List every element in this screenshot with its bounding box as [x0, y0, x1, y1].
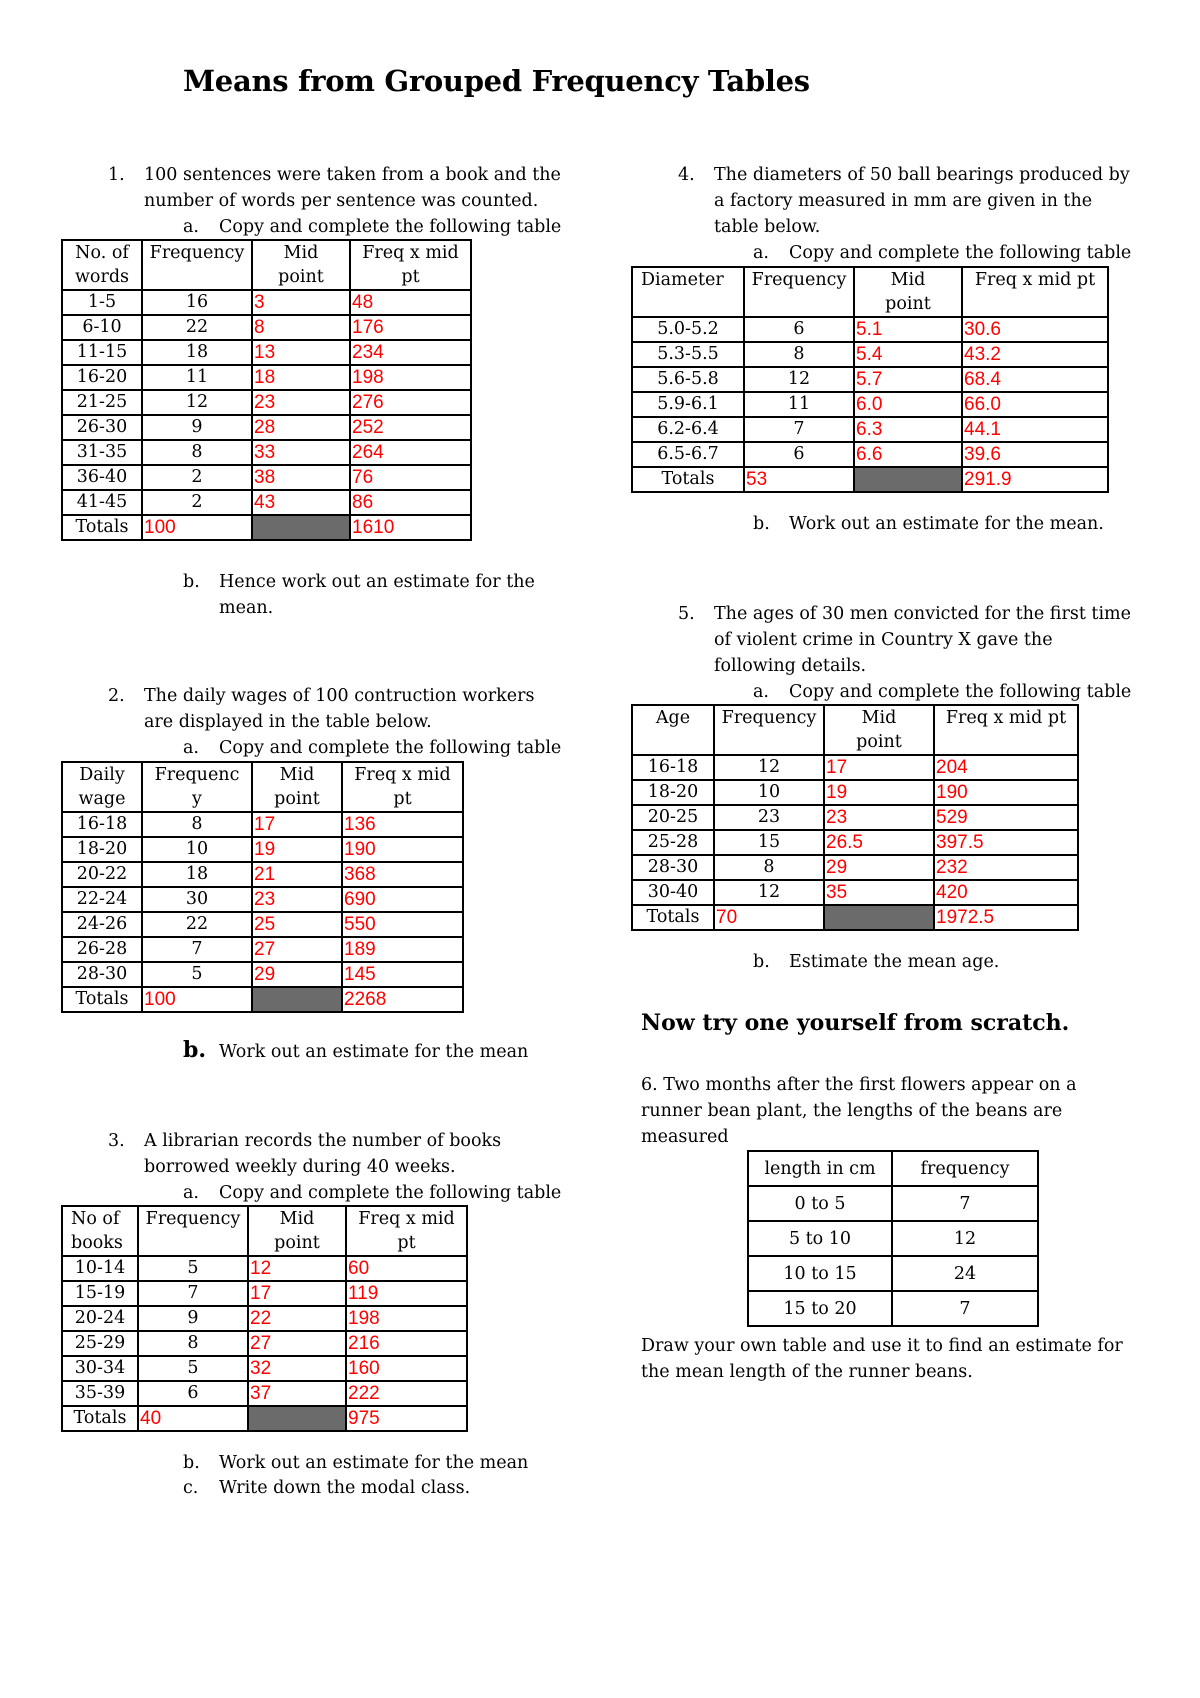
table-row: [632, 317, 1108, 342]
table-cell: 86: [350, 490, 471, 515]
table-cell: 15-19: [62, 1281, 138, 1306]
header-cell: No of books: [62, 1206, 138, 1256]
table-cell: 28-30: [632, 855, 714, 880]
table-row: [62, 415, 471, 440]
table-row: [62, 340, 471, 365]
question-number: 3.: [108, 1131, 125, 1151]
table-row: [632, 830, 1078, 855]
table-cell: 8: [744, 342, 854, 367]
totals-row: Totals 100 2268: [62, 987, 463, 1012]
table-cell: 232: [934, 855, 1078, 880]
table-cell: 12: [248, 1256, 346, 1281]
table-row: [748, 1221, 1038, 1256]
part-b: [753, 950, 999, 975]
table-cell: 145: [342, 962, 463, 987]
question-text-line: borrowed weekly during 40 weeks.: [144, 1157, 456, 1177]
header-cell: Frequency: [714, 705, 824, 755]
table-cell: 11-15: [62, 340, 142, 365]
table-row: [632, 342, 1108, 367]
table-cell: 6.3: [854, 417, 962, 442]
table-cell: 17: [252, 812, 342, 837]
table-header-row: [62, 1206, 467, 1256]
part-text: Work out an estimate for the mean.: [789, 514, 1104, 534]
question-text-line: The daily wages of 100 contruction workers: [144, 686, 535, 706]
table-cell: 24: [892, 1256, 1038, 1291]
table-cell: 5: [138, 1356, 248, 1381]
table-cell: 7: [892, 1186, 1038, 1221]
table-cell: 204: [934, 755, 1078, 780]
part-label: a.: [753, 682, 769, 702]
table-cell: 35-39: [62, 1381, 138, 1406]
table-cell: 28-30: [62, 962, 142, 987]
table-cell: 15 to 20: [748, 1291, 892, 1326]
table-cell: 18: [142, 862, 252, 887]
table-row: [632, 855, 1078, 880]
table-row: [632, 880, 1078, 905]
table-cell: 39.6: [962, 442, 1108, 467]
question-5: [678, 601, 1198, 679]
totals-row: Totals 70 1972.5: [632, 905, 1078, 930]
table-cell: 10-14: [62, 1256, 138, 1281]
part-label: a.: [183, 217, 199, 237]
question-text-line: The ages of 30 men convicted for the first time: [714, 604, 1131, 624]
table-cell: 6: [744, 442, 854, 467]
table-cell: 5.6-5.8: [632, 367, 744, 392]
table-cell: 190: [934, 780, 1078, 805]
table-cell: 26-30: [62, 415, 142, 440]
table-cell: 20-22: [62, 862, 142, 887]
header-cell: length in cm: [748, 1151, 892, 1186]
table-row: [62, 1281, 467, 1306]
table-header-row: [62, 240, 471, 290]
table-row: [632, 367, 1108, 392]
table-cell: 26.5: [824, 830, 934, 855]
table-cell: 66.0: [962, 392, 1108, 417]
frequency-table-4: [631, 266, 1109, 493]
header-cell: Mid point: [824, 705, 934, 755]
table-cell: 22-24: [62, 887, 142, 912]
table-cell: 31-35: [62, 440, 142, 465]
part-a: [183, 215, 561, 240]
table-cell: 1-5: [62, 290, 142, 315]
table-row: [62, 1356, 467, 1381]
question-number: 5.: [678, 604, 695, 624]
part-label: a.: [183, 1183, 199, 1203]
question-text-line: are displayed in the table below.: [144, 712, 432, 732]
table-cell: 29: [824, 855, 934, 880]
table-cell: 6.6: [854, 442, 962, 467]
part-a: [183, 736, 561, 761]
table-cell: 6.2-6.4: [632, 417, 744, 442]
table-cell: 10: [142, 837, 252, 862]
table-cell: 29: [252, 962, 342, 987]
table-row: [748, 1186, 1038, 1221]
part-label: b.: [183, 572, 200, 592]
table-cell: 5.4: [854, 342, 962, 367]
part-text: Write down the modal class.: [219, 1478, 471, 1498]
part-label: c.: [183, 1478, 199, 1498]
part-text: Work out an estimate for the mean: [219, 1042, 529, 1062]
part-b: [753, 512, 1104, 537]
header-cell: Freq x mid pt: [342, 762, 463, 812]
totals-row: Totals 40 975: [62, 1406, 467, 1431]
table-row: [632, 442, 1108, 467]
table-cell: 13: [252, 340, 350, 365]
table-cell: 5 to 10: [748, 1221, 892, 1256]
table-cell: 25-28: [632, 830, 714, 855]
table-cell: 23: [252, 887, 342, 912]
header-cell: No. of words: [62, 240, 142, 290]
part-a: [753, 241, 1131, 266]
table-cell: 24-26: [62, 912, 142, 937]
table-cell: 6.0: [854, 392, 962, 417]
table-cell: 690: [342, 887, 463, 912]
part-text: Work out an estimate for the mean: [219, 1453, 529, 1473]
part-text: mean.: [219, 598, 274, 618]
table-row: [62, 365, 471, 390]
question-text-line: following details.: [714, 656, 867, 676]
table-row: [632, 755, 1078, 780]
table-cell: 36-40: [62, 465, 142, 490]
table-row: [62, 390, 471, 415]
frequency-table-6: [747, 1150, 1039, 1327]
table-cell: 22: [142, 912, 252, 937]
header-cell: Freq x mid pt: [962, 267, 1108, 317]
header-cell: Mid point: [252, 762, 342, 812]
table-cell: 8: [138, 1331, 248, 1356]
table-cell: 30.6: [962, 317, 1108, 342]
table-row: [62, 862, 463, 887]
table-cell: 189: [342, 937, 463, 962]
table-row: [62, 315, 471, 340]
table-row: [62, 440, 471, 465]
question-6-intro: 6. Two months after the first flowers appear on a runner bean plant, the lengths of the beans are measured: [641, 1075, 1077, 1147]
part-text: Copy and complete the following table: [219, 217, 562, 237]
table-cell: 10 to 15: [748, 1256, 892, 1291]
table-cell: 198: [346, 1306, 467, 1331]
table-row: [62, 812, 463, 837]
table-cell: 18: [252, 365, 350, 390]
table-row: [62, 1381, 467, 1406]
table-cell: 7: [892, 1291, 1038, 1326]
question-text-line: The diameters of 50 ball bearings produced by: [714, 165, 1130, 185]
table-cell: 76: [350, 465, 471, 490]
header-cell: Frequenc y: [142, 762, 252, 812]
question-text-line: of violent crime in Country X gave the: [714, 630, 1053, 650]
table-cell: 20-25: [632, 805, 714, 830]
question-text-line: number of words per sentence was counted.: [144, 191, 539, 211]
table-row: [62, 1331, 467, 1356]
table-cell: 15: [714, 830, 824, 855]
table-cell: 12: [892, 1221, 1038, 1256]
table-cell: 2: [142, 465, 252, 490]
table-cell: 44.1: [962, 417, 1108, 442]
table-cell: 12: [744, 367, 854, 392]
table-cell: 5.1: [854, 317, 962, 342]
table-cell: 17: [248, 1281, 346, 1306]
question-text-line: a factory measured in mm are given in the: [714, 191, 1093, 211]
table-cell: 7: [138, 1281, 248, 1306]
header-cell: Mid point: [252, 240, 350, 290]
table-cell: 5.7: [854, 367, 962, 392]
table-cell: 216: [346, 1331, 467, 1356]
table-cell: 8: [142, 440, 252, 465]
header-cell: Freq x mid pt: [346, 1206, 467, 1256]
table-row: [748, 1256, 1038, 1291]
table-row: [62, 887, 463, 912]
table-cell: 397.5: [934, 830, 1078, 855]
frequency-table-2: [61, 761, 464, 1013]
table-cell: 38: [252, 465, 350, 490]
table-cell: 37: [248, 1381, 346, 1406]
table-cell: 176: [350, 315, 471, 340]
table-cell: 550: [342, 912, 463, 937]
totals-row: Totals 53 291.9: [632, 467, 1108, 492]
table-row: [62, 465, 471, 490]
table-cell: 16-18: [632, 755, 714, 780]
table-cell: 264: [350, 440, 471, 465]
table-row: [632, 417, 1108, 442]
table-cell: 16: [142, 290, 252, 315]
table-cell: 368: [342, 862, 463, 887]
table-cell: 252: [350, 415, 471, 440]
table-cell: 6: [138, 1381, 248, 1406]
header-cell: Frequency: [744, 267, 854, 317]
table-cell: 43.2: [962, 342, 1108, 367]
header-cell: Freq x mid pt: [350, 240, 471, 290]
question-2: [108, 683, 628, 735]
table-cell: 11: [142, 365, 252, 390]
table-cell: 276: [350, 390, 471, 415]
table-cell: 22: [248, 1306, 346, 1331]
frequency-table-3: [61, 1205, 468, 1432]
part-label: b.: [753, 514, 770, 534]
part-label: b.: [183, 1037, 207, 1063]
table-cell: 43: [252, 490, 350, 515]
part-text: Copy and complete the following table: [219, 1183, 562, 1203]
table-cell: 0 to 5: [748, 1186, 892, 1221]
part-text: Copy and complete the following table: [219, 738, 562, 758]
table-cell: 8: [142, 812, 252, 837]
table-cell: 9: [142, 415, 252, 440]
table-cell: 2: [142, 490, 252, 515]
table-cell: 23: [824, 805, 934, 830]
header-cell: Frequency: [138, 1206, 248, 1256]
table-cell: 16-18: [62, 812, 142, 837]
table-cell: 16-20: [62, 365, 142, 390]
totals-row: Totals 100 1610: [62, 515, 471, 540]
table-cell: 17: [824, 755, 934, 780]
header-cell: Age: [632, 705, 714, 755]
header-cell: Mid point: [248, 1206, 346, 1256]
table-cell: 136: [342, 812, 463, 837]
table-cell: 23: [714, 805, 824, 830]
table-row: [62, 837, 463, 862]
header-cell: Freq x mid pt: [934, 705, 1078, 755]
part-b: [183, 569, 535, 621]
part-b-c: [183, 1451, 528, 1501]
table-cell: 5.9-6.1: [632, 392, 744, 417]
table-cell: 22: [142, 315, 252, 340]
table-cell: 33: [252, 440, 350, 465]
table-row: [632, 780, 1078, 805]
table-row: [632, 392, 1108, 417]
question-1: [108, 162, 628, 214]
part-text: Copy and complete the following table: [789, 682, 1132, 702]
table-cell: 60: [346, 1256, 467, 1281]
table-row: [62, 912, 463, 937]
table-cell: 7: [744, 417, 854, 442]
part-a: [183, 1181, 561, 1206]
table-cell: 529: [934, 805, 1078, 830]
table-cell: 35: [824, 880, 934, 905]
table-cell: 222: [346, 1381, 467, 1406]
table-cell: 190: [342, 837, 463, 862]
table-cell: 41-45: [62, 490, 142, 515]
table-cell: 27: [248, 1331, 346, 1356]
table-cell: 18-20: [632, 780, 714, 805]
table-row: [62, 290, 471, 315]
table-cell: 3: [252, 290, 350, 315]
part-text: Copy and complete the following table: [789, 243, 1132, 263]
part-text: Estimate the mean age.: [789, 952, 1000, 972]
table-cell: 21-25: [62, 390, 142, 415]
table-header-row: [632, 267, 1108, 317]
section-heading: Now try one yourself from scratch.: [641, 1010, 1070, 1036]
frequency-table-1: [61, 239, 472, 541]
table-cell: 9: [138, 1306, 248, 1331]
table-cell: 23: [252, 390, 350, 415]
table-cell: 19: [252, 837, 342, 862]
table-cell: 18: [142, 340, 252, 365]
table-cell: 234: [350, 340, 471, 365]
table-row: [632, 805, 1078, 830]
table-cell: 6-10: [62, 315, 142, 340]
part-label: b.: [183, 1453, 200, 1473]
table-cell: 30-34: [62, 1356, 138, 1381]
header-cell: Diameter: [632, 267, 744, 317]
table-header-row: [748, 1151, 1038, 1186]
table-cell: 28: [252, 415, 350, 440]
table-cell: 12: [142, 390, 252, 415]
part-b: [183, 1038, 528, 1065]
table-cell: 8: [714, 855, 824, 880]
table-cell: 18-20: [62, 837, 142, 862]
table-header-row: [632, 705, 1078, 755]
table-cell: 68.4: [962, 367, 1108, 392]
table-cell: 19: [824, 780, 934, 805]
table-cell: 11: [744, 392, 854, 417]
table-cell: 12: [714, 755, 824, 780]
question-text-line: table below.: [714, 217, 821, 237]
table-row: [62, 1306, 467, 1331]
question-number: 2.: [108, 686, 125, 706]
header-cell: Daily wage: [62, 762, 142, 812]
part-text: Hence work out an estimate for the: [219, 572, 535, 592]
table-row: [62, 962, 463, 987]
table-header-row: [62, 762, 463, 812]
table-cell: 420: [934, 880, 1078, 905]
table-cell: 30: [142, 887, 252, 912]
table-row: [748, 1291, 1038, 1326]
header-cell: Mid point: [854, 267, 962, 317]
page-title: Means from Grouped Frequency Tables: [183, 64, 810, 98]
table-cell: 32: [248, 1356, 346, 1381]
part-label: b.: [753, 952, 770, 972]
table-cell: 26-28: [62, 937, 142, 962]
question-3: [108, 1128, 628, 1180]
part-label: a.: [183, 738, 199, 758]
part-a: [753, 680, 1131, 705]
table-cell: 20-24: [62, 1306, 138, 1331]
table-cell: 160: [346, 1356, 467, 1381]
question-text-line: A librarian records the number of books: [144, 1131, 502, 1151]
frequency-table-5: [631, 704, 1079, 931]
table-cell: 6: [744, 317, 854, 342]
table-cell: 5.3-5.5: [632, 342, 744, 367]
question-number: 1.: [108, 165, 125, 185]
table-row: [62, 937, 463, 962]
table-cell: 30-40: [632, 880, 714, 905]
header-cell: Frequency: [142, 240, 252, 290]
table-cell: 6.5-6.7: [632, 442, 744, 467]
table-cell: 198: [350, 365, 471, 390]
table-cell: 8: [252, 315, 350, 340]
table-cell: 48: [350, 290, 471, 315]
header-cell: frequency: [892, 1151, 1038, 1186]
table-cell: 25-29: [62, 1331, 138, 1356]
table-cell: 5.0-5.2: [632, 317, 744, 342]
table-cell: 10: [714, 780, 824, 805]
table-cell: 5: [142, 962, 252, 987]
table-cell: 5: [138, 1256, 248, 1281]
table-cell: 7: [142, 937, 252, 962]
table-cell: 21: [252, 862, 342, 887]
table-cell: 27: [252, 937, 342, 962]
question-text-line: 100 sentences were taken from a book and the: [144, 165, 561, 185]
table-cell: 25: [252, 912, 342, 937]
table-cell: 12: [714, 880, 824, 905]
table-row: [62, 1256, 467, 1281]
question-6-outro: Draw your own table and use it to find an estimate for the mean length of the runner beans.: [641, 1336, 1123, 1382]
part-label: a.: [753, 243, 769, 263]
question-number: 4.: [678, 165, 695, 185]
table-cell: 119: [346, 1281, 467, 1306]
question-4: [678, 162, 1198, 240]
table-row: [62, 490, 471, 515]
